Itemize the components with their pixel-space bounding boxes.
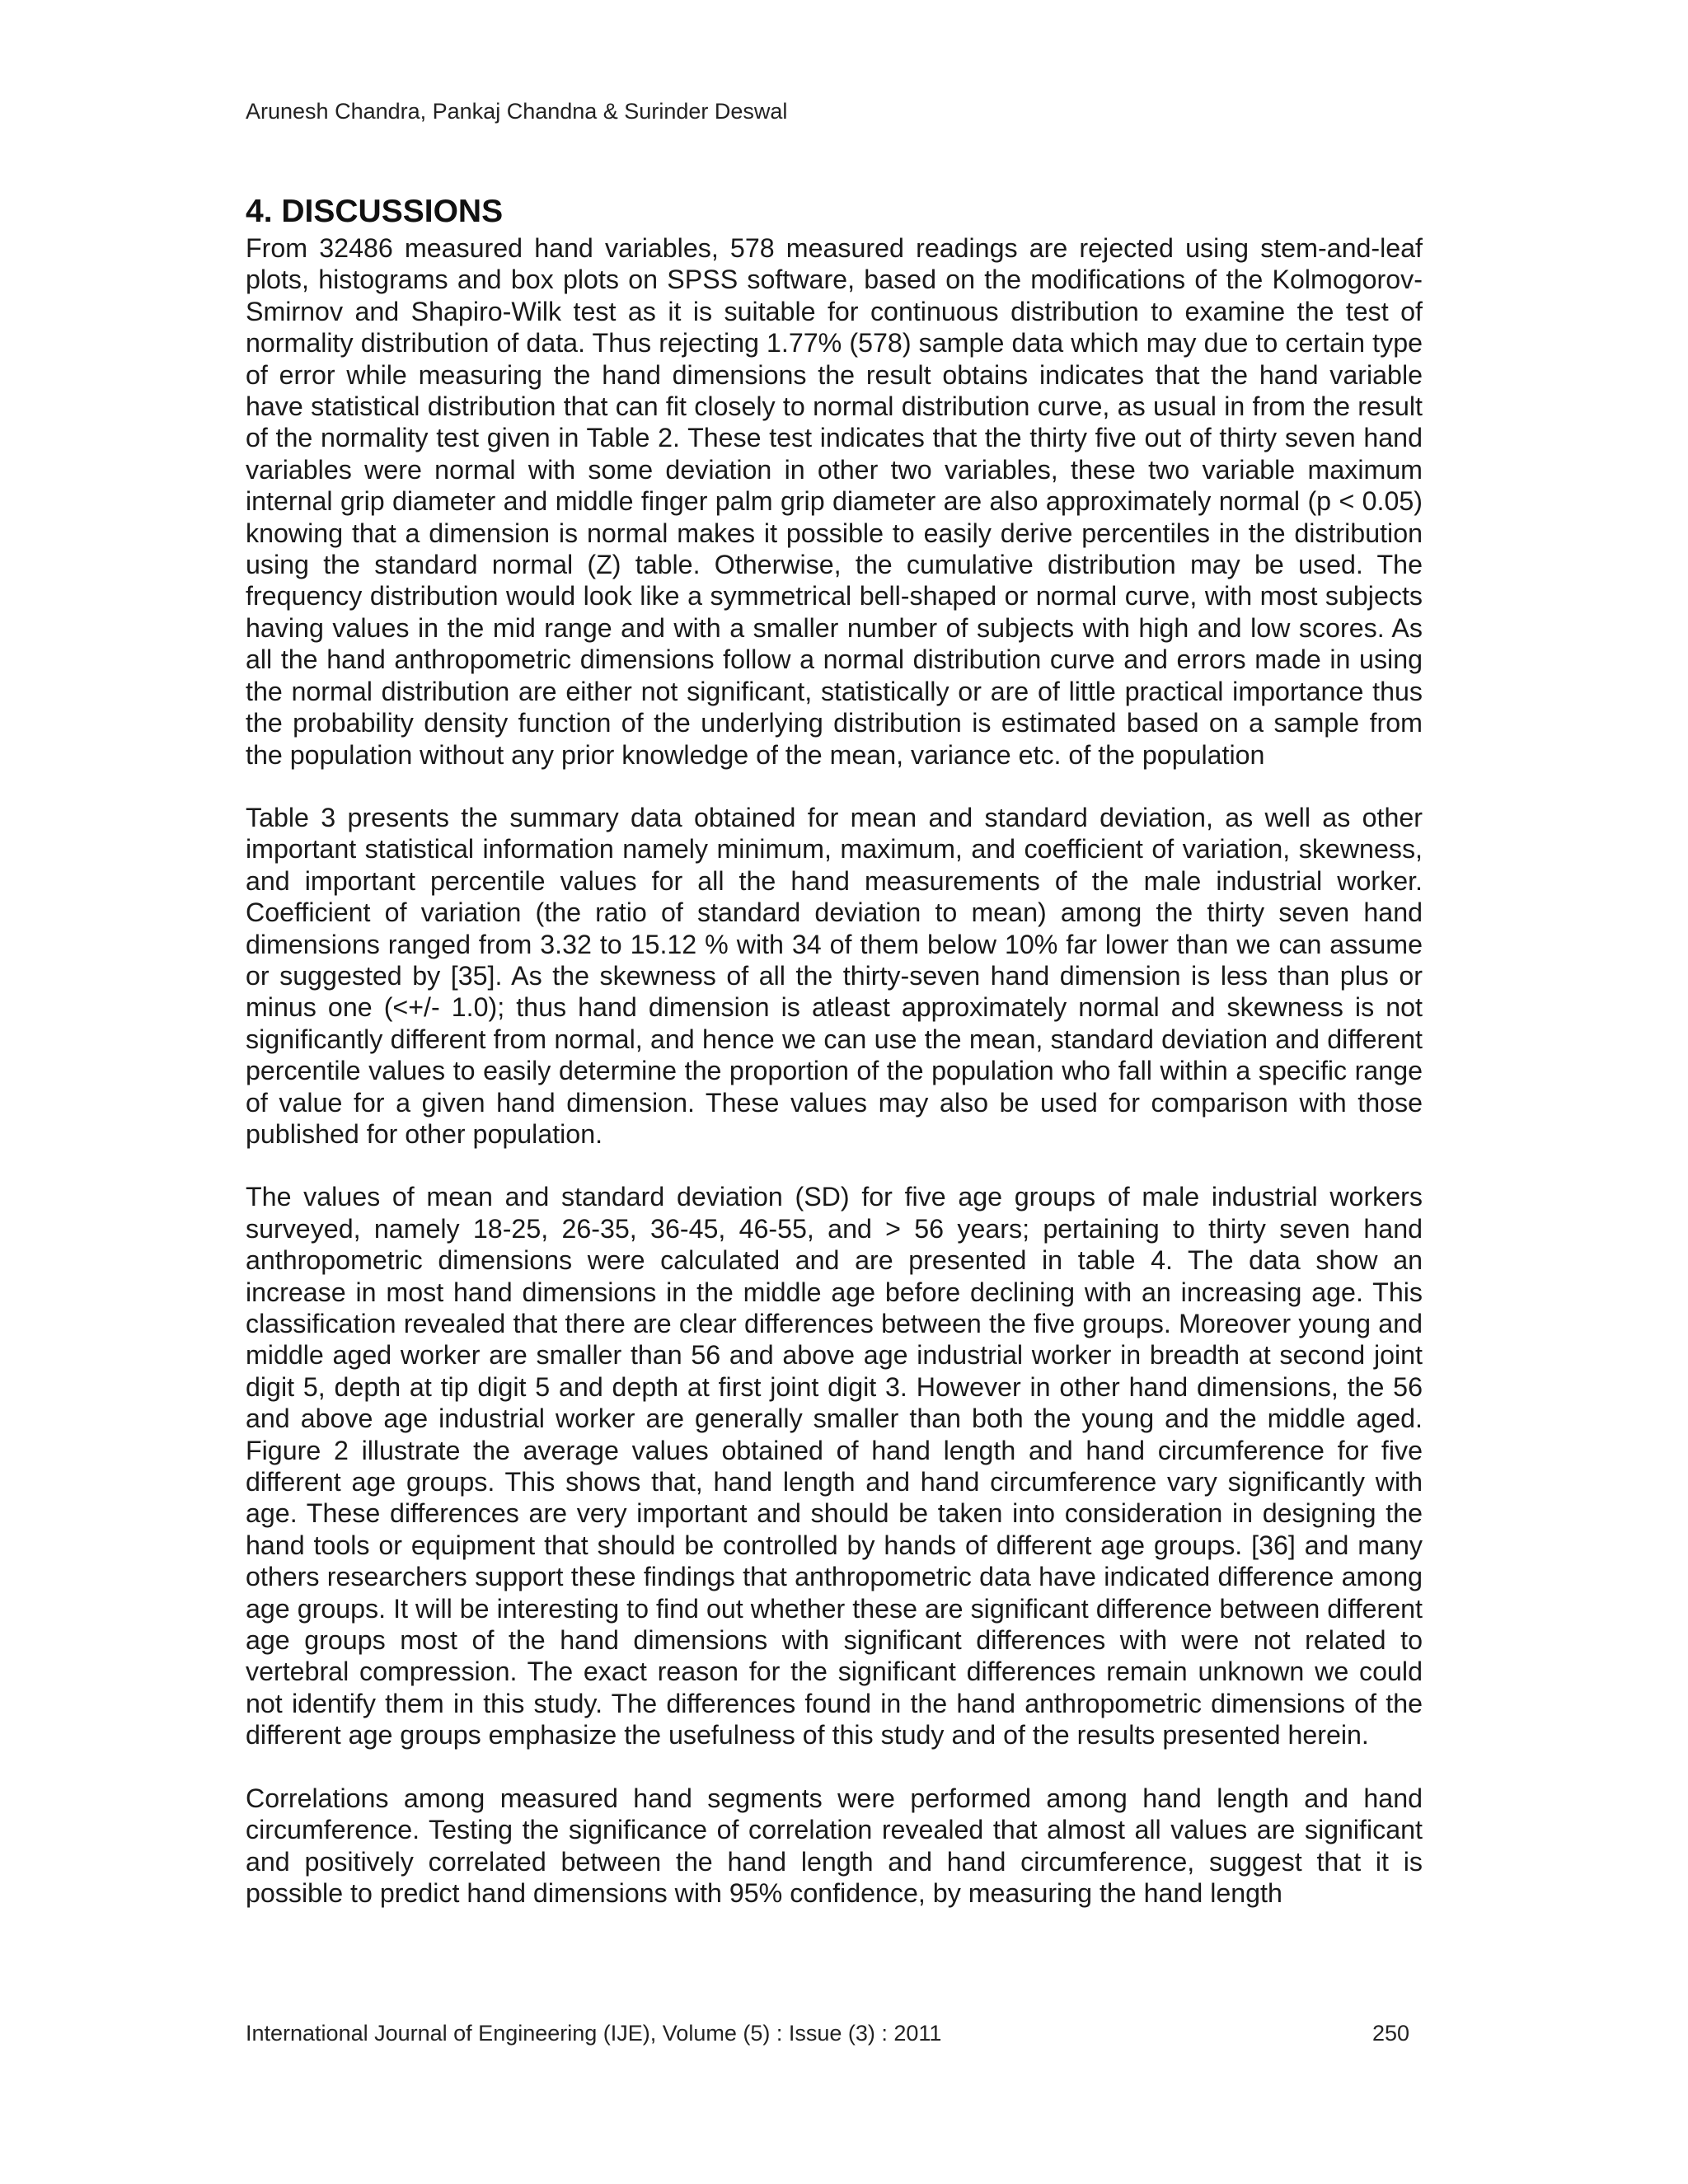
- main-content: [246, 191, 1423, 1940]
- paragraph-normality: From 32486 measured hand variables, 578 measured readings are rejected using stem-and-leaf plots, histograms and box plots on SPSS software, based on the modifications of the Kolmogorov-Smirnov and Shapiro-Wilk test as it is suitable for continuous distribution to examine the test of normality distribution of data. Thus rejecting 1.77% (578) sample data which may due to certain type of error while measuring the hand dimensions the result obtains indicates that the hand variable have statistical distribution that can fit closely to normal distribution curve, as usual in from the result of the normality test given in Table 2. These test indicates that the thirty five out of thirty seven hand variables were normal with some deviation in other two variables, these two variable maximum internal grip diameter and middle finger palm grip diameter are also approximately normal (p < 0.05) knowing that a dimension is normal makes it possible to easily derive percentiles in the distribution using the standard normal (Z) table. Otherwise, the cumulative distribution may be used. The frequency distribution would look like a symmetrical bell-shaped or normal curve, with most subjects having values in the mid range and with a smaller number of subjects with high and low scores. As all the hand anthropometric dimensions follow a normal distribution curve and errors made in using the normal distribution are either not significant, statistically or are of little practical importance thus the probability density function of the underlying distribution is estimated based on a sample from the population without any prior knowledge of the mean, variance etc. of the population: [246, 233, 1423, 770]
- running-header-authors: Arunesh Chandra, Pankaj Chandna & Surinder Deswal: [246, 99, 788, 124]
- page-number: 250: [1372, 2021, 1409, 2046]
- section-title: 4. DISCUSSIONS: [246, 194, 504, 229]
- paragraph-correlations: Correlations among measured hand segments were performed among hand length and hand circumference. Testing the significance of correlation revealed that almost all values are significant and positively correlated between the hand length and hand circumference, suggest that it is possible to predict hand dimensions with 95% confidence, by measuring the hand length: [246, 1783, 1423, 1908]
- paragraph-age-groups: The values of mean and standard deviation (SD) for five age groups of male industrial workers surveyed, namely 18-25, 26-35, 36-45, 46-55, and > 56 years; pertaining to thirty seven hand anthropometric dimensions were calculated and are presented in table 4. The data show an increase in most hand dimensions in the middle age before declining with an increasing age. This classification revealed that there are clear differences between the five groups. Moreover young and middle aged worker are smaller than 56 and above age industrial worker in breadth at second joint digit 5, depth at tip digit 5 and depth at first joint digit 3. However in other hand dimensions, the 56 and above age industrial worker are generally smaller than both the young and the middle aged. Figure 2 illustrate the average values obtained of hand length and hand circumference for five different age groups. This shows that, hand length and hand circumference vary significantly with age. These differences are very important and should be taken into consideration in designing the hand tools or equipment that should be controlled by hands of different age groups. [36] and many others researchers support these findings that anthropometric data have indicated difference among age groups. It will be interesting to find out whether these are significant difference between different age groups most of the hand dimensions with significant differences with were not related to vertebral compression. The exact reason for the significant differences remain unknown we could not identify them in this study. The differences found in the hand anthropometric dimensions of the different age groups emphasize the usefulness of this study and of the results presented herein.: [246, 1182, 1423, 1750]
- paragraph-summary-statistics: Table 3 presents the summary data obtained for mean and standard deviation, as well as other important statistical information namely minimum, maximum, and coefficient of variation, skewness, and important percentile values for all the hand measurements of the male industrial worker. Coefficient of variation (the ratio of standard deviation to mean) among the thirty seven hand dimensions ranged from 3.32 to 15.12 % with 34 of them below 10% far lower than we can assume or suggested by [35]. As the skewness of all the thirty-seven hand dimension is less than plus or minus one (<+/- 1.0); thus hand dimension is atleast approximately normal and skewness is not significantly different from normal, and hence we can use the mean, standard deviation and different percentile values to easily determine the proportion of the population who fall within a specific range of value for a given hand dimension. These values may also be used for comparison with those published for other population.: [246, 802, 1423, 1149]
- footer-journal-citation: International Journal of Engineering (IJE), Volume (5) : Issue (3) : 2011: [246, 2021, 942, 2046]
